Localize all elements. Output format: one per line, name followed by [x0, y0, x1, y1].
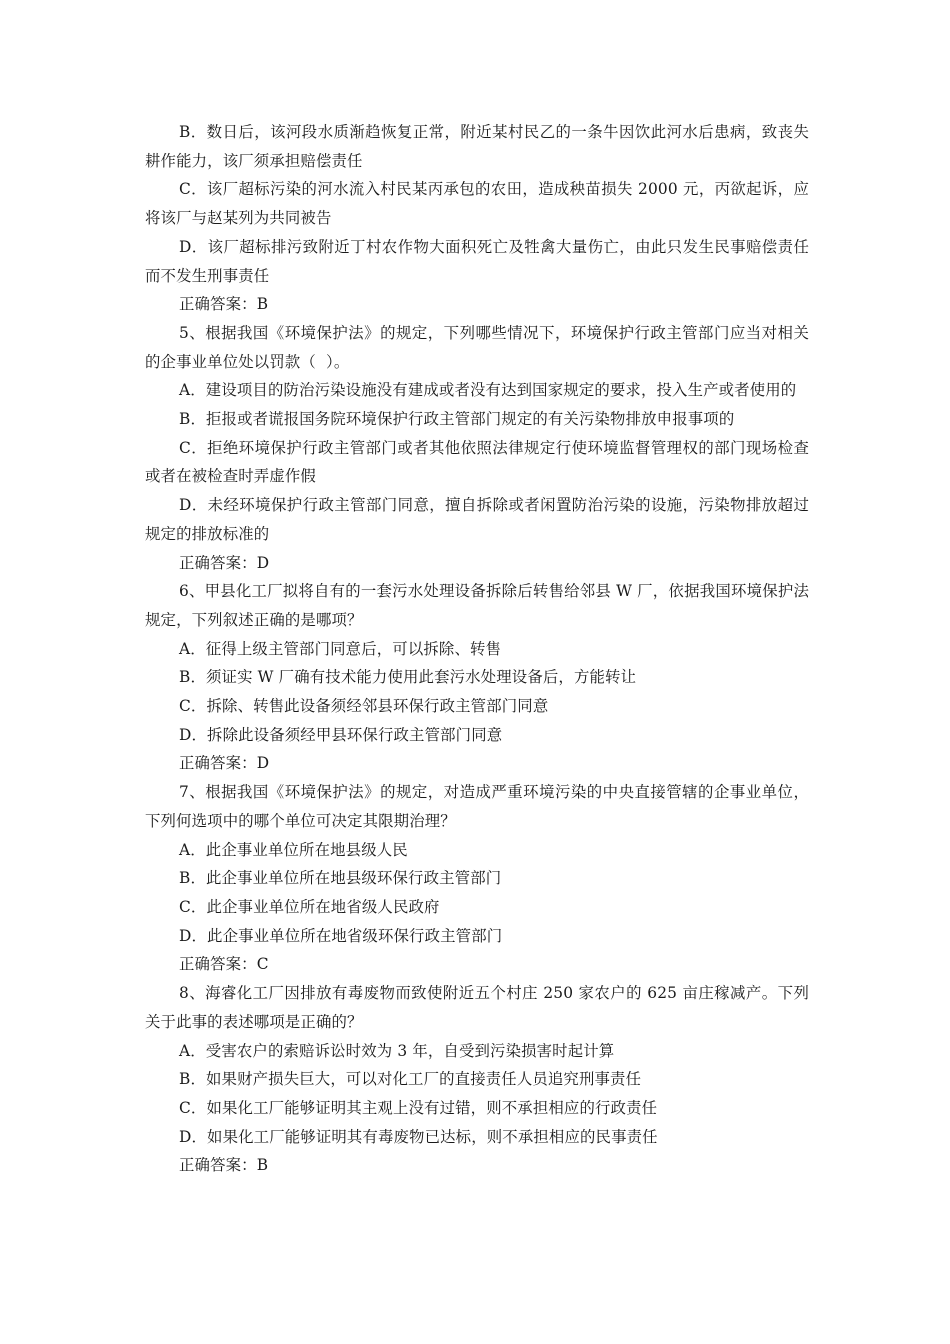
question-8: 8、海睿化工厂因排放有毒废物而致使附近五个村庄 250 家农户的 625 亩庄稼减产。下列关于此事的表述哪项是正确的？ — [145, 984, 809, 1031]
question-5: 5、根据我国《环境保护法》的规定，下列哪些情况下，环境保护行政主管部门应当对相关的企事业单位处以罚款（ ）。 — [145, 323, 809, 371]
option-d-q8: D．如果化工厂能够证明其有毒废物已达标，则不承担相应的民事责任 — [179, 1127, 658, 1146]
answer-q5: 正确答案：D — [179, 553, 270, 572]
option-b-q5: B．拒报或者谎报国务院环境保护行政主管部门规定的有关污染物排放申报事项的 — [179, 410, 735, 429]
question-6: 6、甲县化工厂拟将自有的一套污水处理设备拆除后转售给邻县 W 厂，依据我国环境保护法规定，下列叙述正确的是哪项？ — [145, 582, 809, 629]
option-d-q6: D．拆除此设备须经甲县环保行政主管部门同意 — [179, 725, 503, 744]
option-b-q7: B．此企事业单位所在地县级环保行政主管部门 — [179, 869, 502, 888]
option-d-q4: D．该厂超标排污致附近丁村农作物大面积死亡及牲禽大量伤亡，由此只发生民事赔偿责任而不发生刑事责任 — [145, 237, 809, 285]
option-a-q6: A．征得上级主管部门同意后，可以拆除、转售 — [179, 639, 502, 658]
answer-q8: 正确答案：B — [179, 1156, 269, 1175]
option-b-q4: B．数日后，该河段水质渐趋恢复正常，附近某村民乙的一条牛因饮此河水后患病，致丧失耕作能力，该厂须承担赔偿责任 — [145, 123, 809, 170]
option-d-q7: D．此企事业单位所在地省级环保行政主管部门 — [179, 926, 503, 945]
answer-q7: 正确答案：C — [179, 955, 269, 974]
option-c-q6: C．拆除、转售此设备须经邻县环保行政主管部门同意 — [179, 697, 549, 716]
option-a-q8: A．受害农户的索赔诉讼时效为 3 年，自受到污染损害时起计算 — [179, 1041, 615, 1060]
option-c-q8: C．如果化工厂能够证明其主观上没有过错，则不承担相应的行政责任 — [179, 1098, 658, 1117]
question-7: 7、根据我国《环境保护法》的规定，对造成严重环境污染的中央直接管辖的企事业单位，下列何选项中的哪个单位可决定其限期治理？ — [145, 783, 809, 830]
option-a-q5: A．建设项目的防治污染设施没有建成或者没有达到国家规定的要求，投入生产或者使用的 — [179, 381, 797, 400]
answer-q4: 正确答案：B — [179, 295, 269, 314]
option-c-q4: C．该厂超标污染的河水流入村民某丙承包的农田，造成秧苗损失 2000 元，丙欲起诉，应将该厂与赵某列为共同被告 — [145, 180, 809, 228]
option-c-q7: C．此企事业单位所在地省级人民政府 — [179, 897, 440, 916]
option-a-q7: A．此企事业单位所在地县级人民 — [179, 840, 408, 859]
option-c-q5: C．拒绝环境保护行政主管部门或者其他依照法律规定行使环境监督管理权的部门现场检查或者在被检查时弄虚作假 — [145, 438, 809, 486]
option-b-q8: B．如果财产损失巨大，可以对化工厂的直接责任人员追究刑事责任 — [179, 1070, 642, 1089]
option-b-q6: B．须证实 W 厂确有技术能力使用此套污水处理设备后，方能转让 — [179, 668, 637, 687]
document-page — [145, 118, 809, 1180]
answer-q6: 正确答案：D — [179, 754, 270, 773]
option-d-q5: D．未经环境保护行政主管部门同意，擅自拆除或者闲置防治污染的设施，污染物排放超过规定的排放标准的 — [145, 496, 809, 543]
